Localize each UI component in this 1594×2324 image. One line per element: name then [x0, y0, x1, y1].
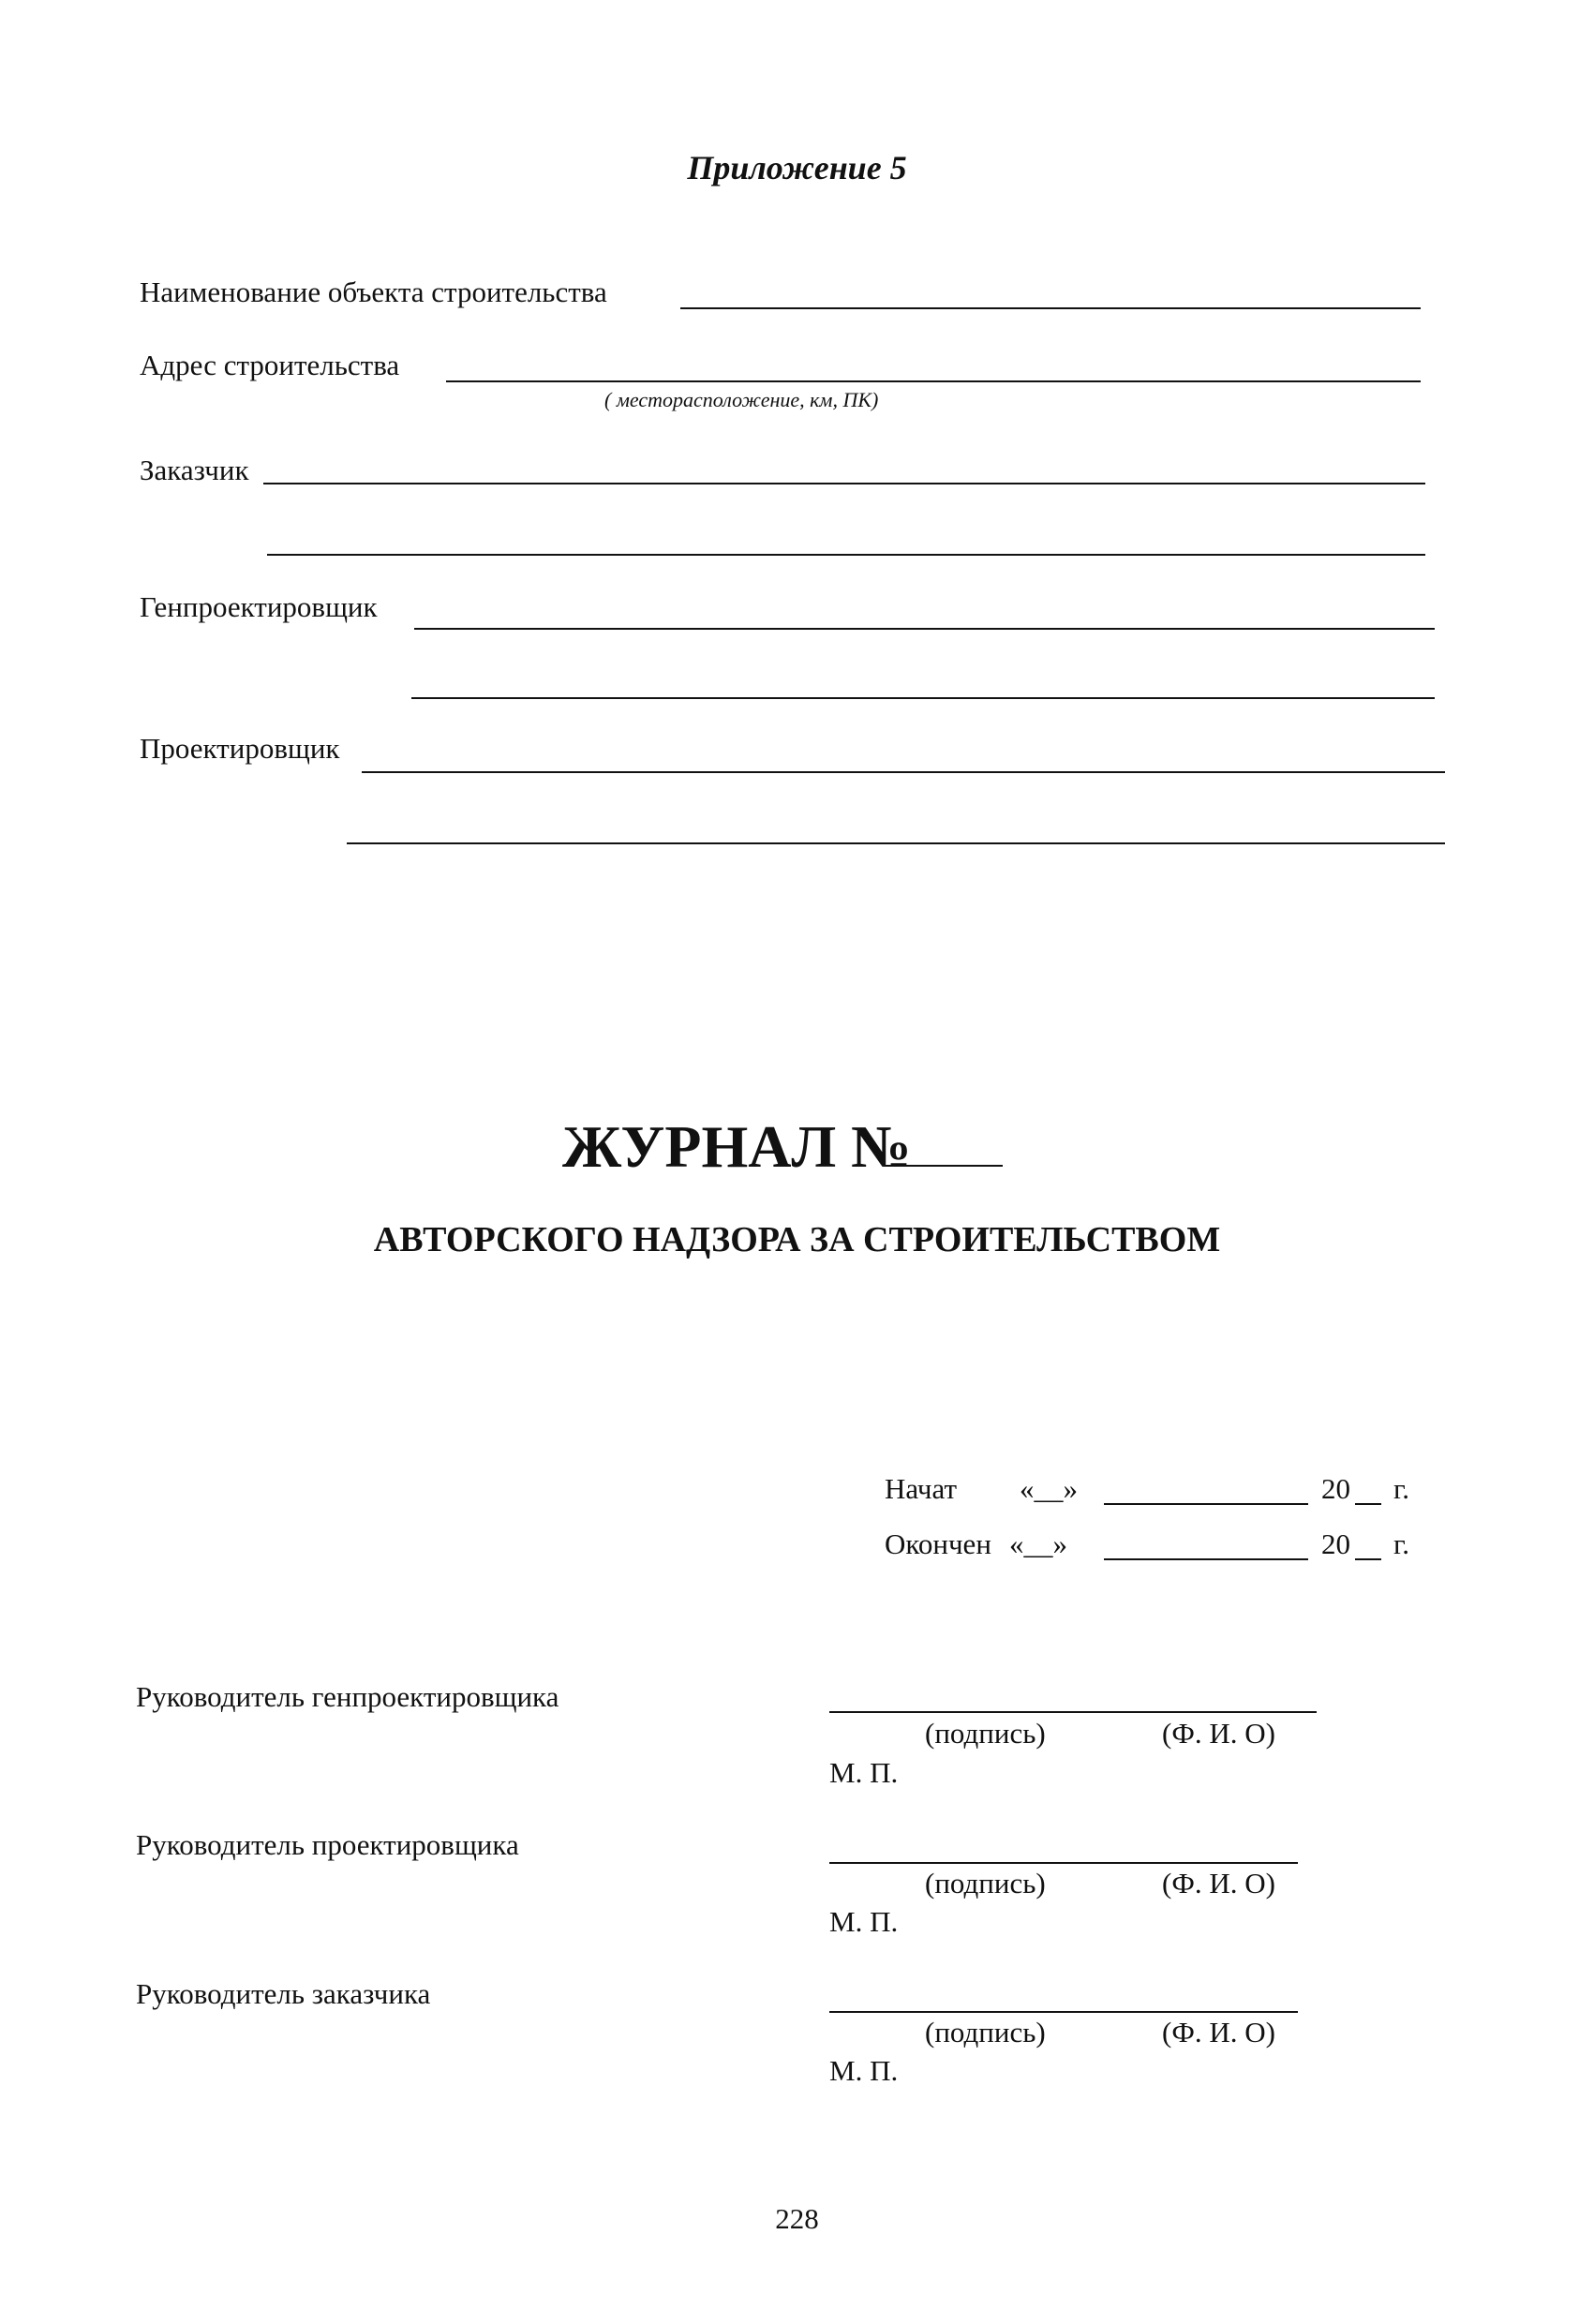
name-caption: (Ф. И. О)	[1162, 2016, 1275, 2048]
signature-caption: (подпись)	[925, 1867, 1046, 1899]
journal-subtitle: АВТОРСКОГО НАДЗОРА ЗА СТРОИТЕЛЬСТВОМ	[373, 1220, 1221, 1259]
signature-role-general-designer: Руководитель генпроектировщика	[136, 1680, 559, 1713]
signature-role-customer: Руководитель заказчика	[136, 1977, 431, 2010]
address-line[interactable]	[446, 380, 1421, 382]
address-hint: ( месторасположение, км, ПК)	[604, 388, 879, 411]
general-designer-line-2[interactable]	[411, 697, 1435, 699]
designer-line-2[interactable]	[347, 842, 1445, 844]
finished-year-prefix: 20	[1321, 1527, 1350, 1560]
started-year-prefix: 20	[1321, 1472, 1350, 1505]
journal-number-line[interactable]	[883, 1165, 1003, 1167]
designer-line-1[interactable]	[362, 771, 1445, 773]
finished-label: Окончен	[885, 1527, 991, 1560]
signature-role-designer: Руководитель проектировщика	[136, 1828, 519, 1861]
finished-year-suffix: г.	[1393, 1527, 1409, 1560]
signature-caption: (подпись)	[925, 1717, 1046, 1750]
finished-month-line[interactable]	[1104, 1558, 1308, 1560]
stamp-label: М. П.	[829, 1905, 899, 1938]
name-caption: (Ф. И. О)	[1162, 1717, 1275, 1750]
started-day[interactable]: «__»	[1020, 1472, 1078, 1505]
journal-title	[562, 1112, 911, 1182]
finished-day[interactable]: «__»	[1009, 1527, 1067, 1560]
object-name-line[interactable]	[680, 307, 1421, 309]
started-label: Начат	[885, 1472, 958, 1505]
started-month-line[interactable]	[1104, 1503, 1308, 1505]
started-year-suffix: г.	[1393, 1472, 1409, 1505]
signature-line-general-designer[interactable]	[829, 1711, 1317, 1713]
customer-line-2[interactable]	[267, 554, 1425, 556]
signature-line-designer[interactable]	[829, 1862, 1298, 1864]
designer-label: Проектировщик	[140, 732, 340, 765]
signature-caption: (подпись)	[925, 2016, 1046, 2048]
finished-year-line[interactable]	[1355, 1558, 1381, 1560]
name-caption: (Ф. И. О)	[1162, 1867, 1275, 1899]
customer-line-1[interactable]	[263, 483, 1425, 484]
stamp-label: М. П.	[829, 1756, 899, 1789]
page-number: 228	[775, 2202, 819, 2235]
stamp-label: М. П.	[829, 2054, 899, 2087]
object-name-label: Наименование объекта строительства	[140, 276, 607, 308]
address-label: Адрес строительства	[140, 349, 400, 381]
appendix-heading: Приложение 5	[687, 149, 907, 186]
general-designer-line-1[interactable]	[414, 628, 1435, 630]
signature-line-customer[interactable]	[829, 2011, 1298, 2013]
started-year-line[interactable]	[1355, 1503, 1381, 1505]
general-designer-label: Генпроектировщик	[140, 590, 378, 623]
customer-label: Заказчик	[140, 454, 249, 486]
journal-title-text: ЖУРНАЛ №	[562, 1113, 912, 1180]
